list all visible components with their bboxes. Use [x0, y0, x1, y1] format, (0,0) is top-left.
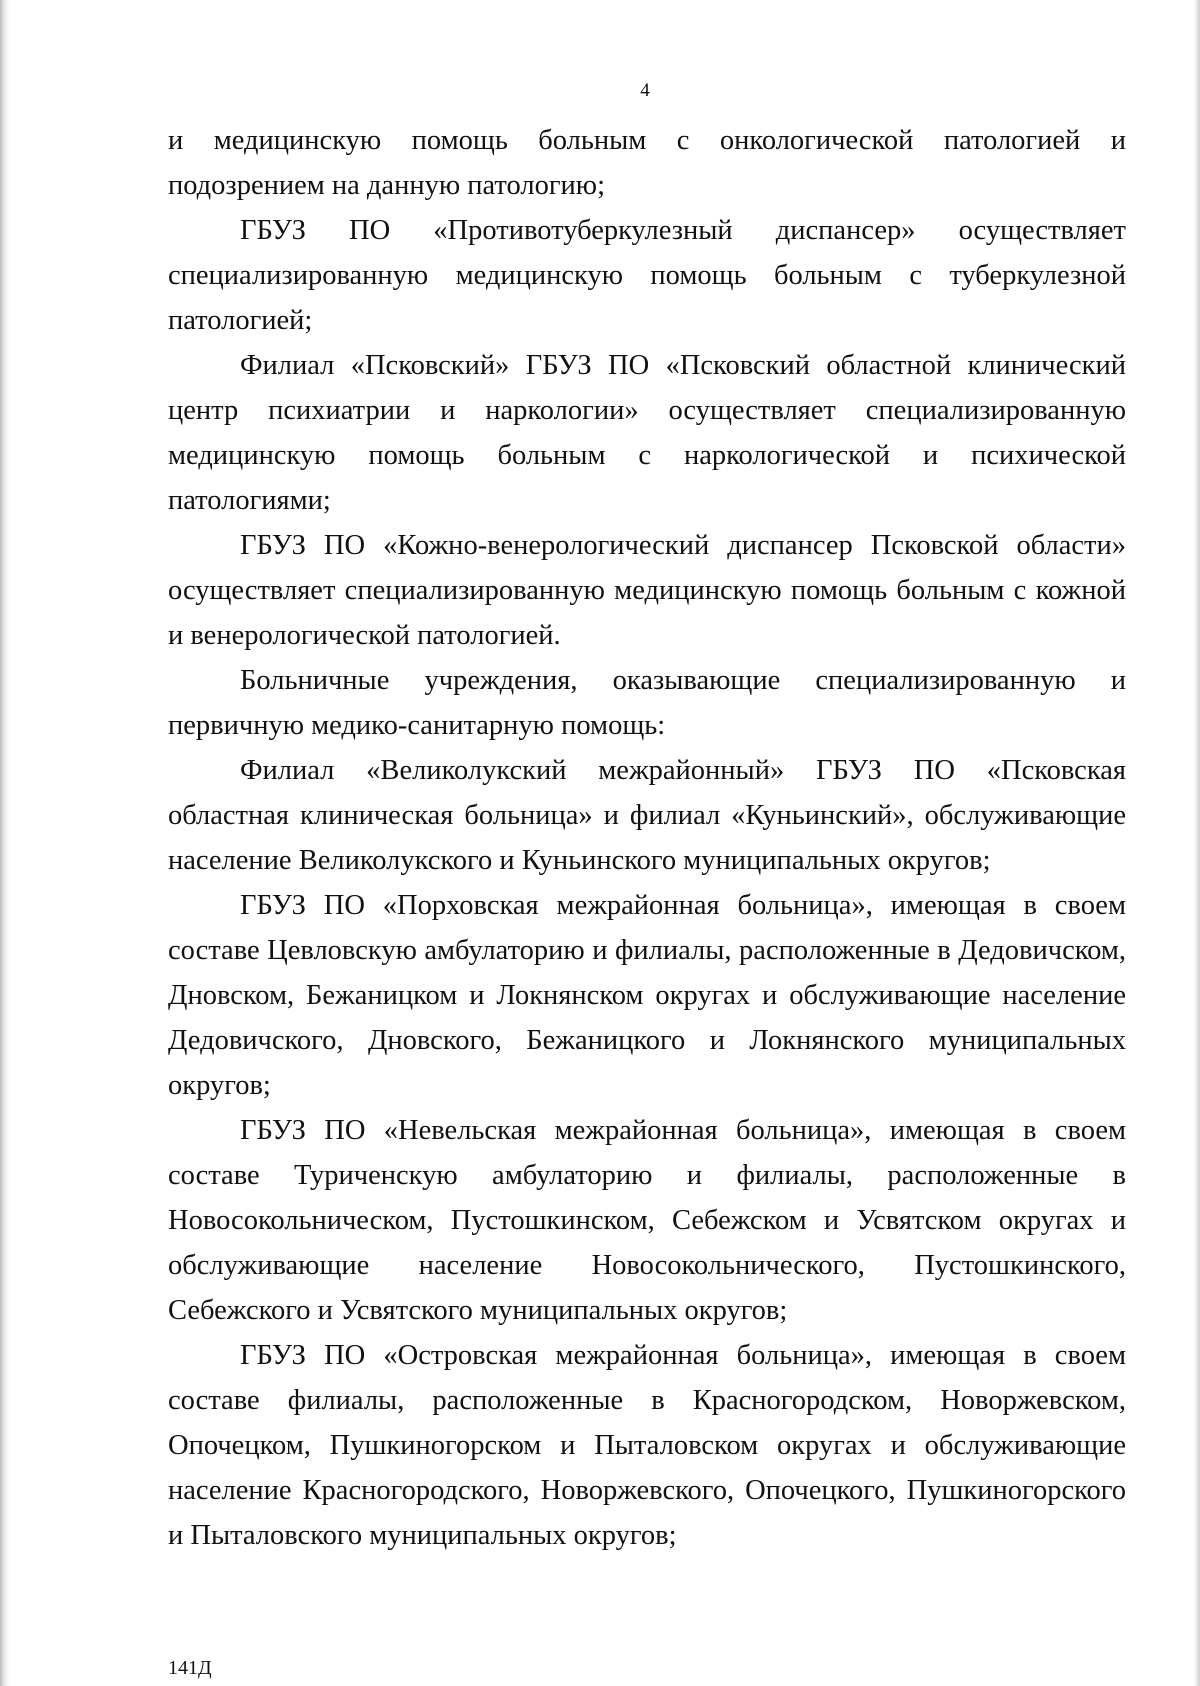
scan-left-edge — [0, 0, 10, 1686]
paragraph: и медицинскую помощь больным с онкологической патологией и подозрением на данную патологию; — [168, 125, 1126, 201]
page-number: 4 — [640, 80, 650, 101]
scan-right-edge — [1194, 0, 1200, 1686]
paragraph: Больничные учреждения, оказывающие специализированную и первичную медико-санитарную помощь: — [168, 665, 1126, 741]
document-code: 141Д — [168, 1657, 212, 1679]
paragraph: ГБУЗ ПО «Кожно-венерологический диспансер Псковской области» осуществляет специализированную медицинскую помощь больным с кожной и венерологической патологией. — [168, 530, 1126, 651]
paragraph: ГБУЗ ПО «Островская межрайонная больница», имеющая в своем составе филиалы, расположенные в Красногородском, Новоржевском, Опочецком, Пушкиногорском и Пыталовском округах и обслуживающие население Красногородского, Новоржевского, Опочецкого, Пушкиногорского и Пыталовского муниципальных округов; — [168, 1340, 1126, 1551]
paragraph: Филиал «Великолукский межрайонный» ГБУЗ ПО «Псковская областная клиническая больница» и филиал «Куньинский», обслуживающие население Великолукского и Куньинского муниципальных округов; — [168, 755, 1126, 876]
paragraph: ГБУЗ ПО «Невельская межрайонная больница», имеющая в своем составе Туриченскую амбулаторию и филиалы, расположенные в Новосокольническом, Пустошкинском, Себежском и Усвятском округах и обслуживающие население Новосокольнического, Пустошкинского, Себежского и Усвятского муниципальных округов; — [168, 1115, 1126, 1326]
paragraph: ГБУЗ ПО «Противотуберкулезный диспансер» осуществляет специализированную медицинскую помощь больным с туберкулезной патологией; — [168, 215, 1126, 336]
paragraph: Филиал «Псковский» ГБУЗ ПО «Псковский областной клинический центр психиатрии и наркологии» осуществляет специализированную медицинскую помощь больным с наркологической и психической патологиями; — [168, 350, 1126, 516]
document-body — [168, 118, 1126, 1558]
paragraph: ГБУЗ ПО «Порховская межрайонная больница», имеющая в своем составе Цевловскую амбулаторию и филиалы, расположенные в Дедовичском, Дновском, Бежаницком и Локнянском округах и обслуживающие население Дедовичского, Дновского, Бежаницкого и Локнянского муниципальных округов; — [168, 890, 1126, 1101]
